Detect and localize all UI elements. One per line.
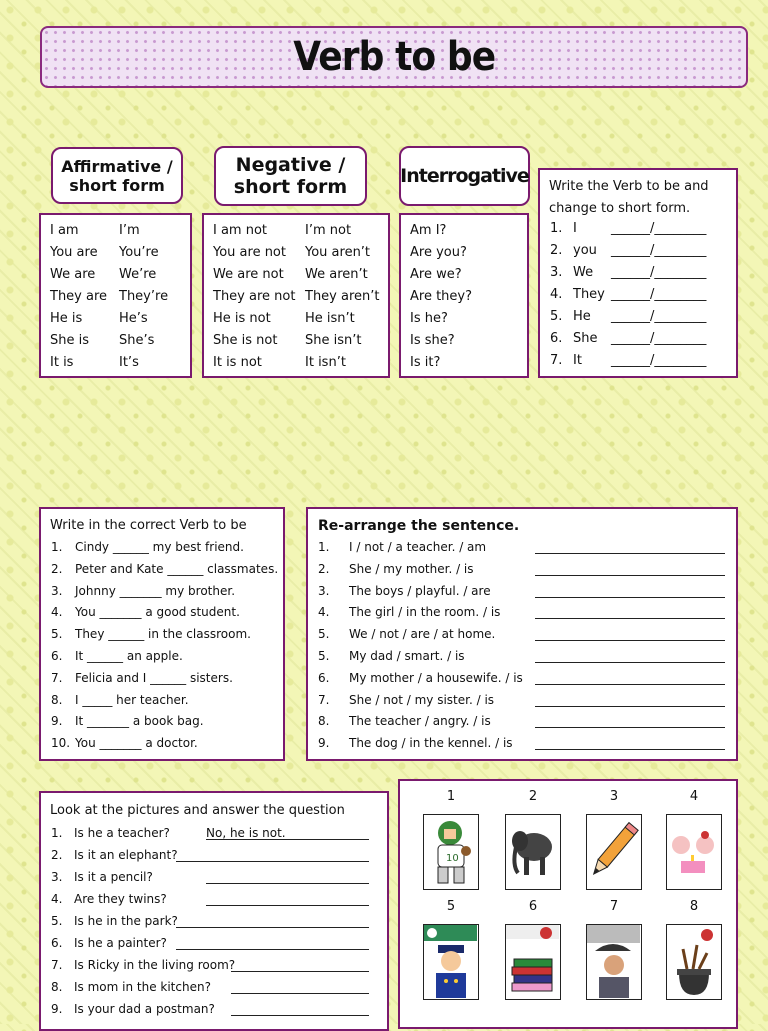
- verb-form: Is it?: [410, 355, 441, 370]
- table-row: [41, 355, 190, 375]
- verb-short-form: It’s: [119, 355, 139, 370]
- verb-long-form: He is not: [213, 311, 271, 326]
- verb-long-form: She is: [50, 333, 90, 348]
- item-number: 4.: [550, 287, 563, 302]
- item-number: 8.: [318, 714, 330, 729]
- item-number: 6.: [51, 649, 63, 663]
- item-text: The teacher / angry. / is: [349, 714, 491, 729]
- list-item: [308, 736, 733, 756]
- short-form-title: Write the Verb to be and change to short form.: [549, 179, 709, 216]
- item-blank: ______/________: [611, 287, 707, 302]
- picture-number: 5: [446, 899, 456, 914]
- twins-picture: [666, 814, 722, 890]
- verb-short-form: He’s: [119, 311, 148, 326]
- item-number: 9.: [318, 736, 330, 751]
- affirmative-heading: Affirmative / short form: [51, 147, 183, 204]
- pot-picture: [666, 924, 722, 1000]
- answer-line: [535, 650, 725, 663]
- item-number: 6.: [51, 936, 63, 950]
- list-item: [41, 605, 281, 625]
- item-blank: ______/________: [611, 243, 707, 258]
- rearrange-exercise: [306, 507, 738, 761]
- answer-line: [535, 585, 725, 598]
- table-row: [401, 311, 527, 331]
- picture-number: 3: [609, 789, 619, 804]
- rearrange-title: Re-arrange the sentence.: [318, 518, 520, 534]
- table-row: [41, 245, 190, 265]
- list-item: [41, 892, 386, 912]
- item-text: We / not / are / at home.: [349, 627, 496, 642]
- item-text: Peter and Kate ______ classmates.: [75, 561, 279, 576]
- item-number: 6.: [550, 331, 563, 346]
- police-officer-picture: [423, 924, 479, 1000]
- table-row: [41, 333, 190, 353]
- table-row: [401, 333, 527, 353]
- item-number: 2.: [318, 561, 330, 576]
- verb-long-form: He is: [50, 311, 83, 326]
- verb-long-form: They are: [50, 289, 108, 304]
- list-item: [41, 826, 386, 846]
- list-item: [41, 958, 386, 978]
- list-item: [540, 353, 730, 373]
- man-in-rain-picture: [586, 924, 642, 1000]
- table-row: [401, 245, 527, 265]
- question-text: Is it an elephant?: [74, 848, 178, 862]
- verb-short-form: You’re: [119, 245, 159, 260]
- correct-verb-exercise: [39, 507, 285, 761]
- verb-short-form: You aren’t: [305, 245, 371, 260]
- verb-long-form: I am: [50, 223, 79, 238]
- interrogative-heading: Interrogative: [399, 146, 530, 206]
- item-text: You _______ a doctor.: [75, 736, 198, 751]
- item-number: 9.: [51, 1002, 63, 1016]
- list-item: [540, 221, 730, 241]
- pencil-picture: [586, 814, 642, 890]
- table-row: [41, 267, 190, 287]
- list-item: [308, 714, 733, 734]
- short-form-exercise: [538, 168, 738, 378]
- verb-long-form: I am not: [213, 223, 268, 238]
- picture-number: 1: [446, 789, 456, 804]
- item-number: 3.: [318, 583, 330, 598]
- list-item: [540, 331, 730, 351]
- verb-long-form: They are not: [213, 289, 296, 304]
- verb-long-form: You are: [50, 245, 98, 260]
- answer-line: [206, 871, 369, 884]
- item-number: 7.: [318, 692, 330, 707]
- item-subject: He: [573, 309, 591, 324]
- verb-long-form: You are not: [213, 245, 286, 260]
- answer-line: [535, 737, 725, 750]
- svg-text:10: 10: [446, 853, 459, 864]
- affirmative-table: [39, 213, 192, 378]
- table-row: [204, 223, 388, 243]
- list-item: [41, 627, 281, 647]
- list-item: [41, 714, 281, 734]
- answer-line: [176, 915, 369, 928]
- question-text: Is your dad a postman?: [74, 1002, 215, 1016]
- item-subject: I: [573, 221, 577, 236]
- question-text: Is he in the park?: [74, 914, 178, 928]
- picture-number: 4: [689, 789, 699, 804]
- item-blank: ______/________: [611, 331, 707, 346]
- item-text: She / not / my sister. / is: [349, 692, 495, 707]
- item-number: 10.: [51, 736, 71, 751]
- item-number: 1.: [51, 826, 63, 840]
- item-subject: We: [573, 265, 594, 280]
- list-item: [540, 287, 730, 307]
- item-subject: They: [573, 287, 605, 302]
- item-number: 3.: [51, 583, 63, 598]
- table-row: [401, 289, 527, 309]
- item-number: 3.: [550, 265, 563, 280]
- verb-long-form: We are: [50, 267, 96, 282]
- item-number: 4.: [318, 605, 330, 620]
- table-row: [41, 223, 190, 243]
- item-number: 7.: [550, 353, 563, 368]
- verb-short-form: He isn’t: [305, 311, 355, 326]
- list-item: [41, 980, 386, 1000]
- item-number: 9.: [51, 714, 63, 729]
- picture-number: 7: [609, 899, 619, 914]
- item-number: 4.: [51, 892, 63, 906]
- verb-short-form: She’s: [119, 333, 155, 348]
- picture-questions-title: Look at the pictures and answer the question: [50, 803, 345, 818]
- list-item: [41, 562, 281, 582]
- item-number: 2.: [51, 848, 63, 862]
- picture-number: 2: [528, 789, 538, 804]
- negative-table: [202, 213, 390, 378]
- item-number: 1.: [550, 221, 563, 236]
- item-number: 3.: [51, 870, 63, 884]
- interrogative-table: [399, 213, 529, 378]
- list-item: [41, 649, 281, 669]
- correct-verb-title: Write in the correct Verb to be: [50, 518, 247, 533]
- answer-line: [535, 715, 725, 728]
- item-number: 8.: [51, 980, 63, 994]
- item-text: I / not / a teacher. / am: [349, 540, 487, 554]
- list-item: [41, 914, 386, 934]
- answer-text: No, he is not.: [206, 826, 286, 840]
- verb-long-form: It is not: [213, 355, 262, 370]
- item-text: I _____ her teacher.: [75, 692, 189, 707]
- verb-short-form: We’re: [119, 267, 157, 282]
- verb-form: Are they?: [410, 289, 473, 304]
- item-text: Cindy ______ my best friend.: [75, 540, 244, 554]
- answer-line: [231, 1003, 369, 1016]
- answer-line: [535, 672, 725, 685]
- item-subject: you: [573, 243, 597, 258]
- answer-line: [535, 606, 725, 619]
- negative-heading: Negative / short form: [214, 146, 367, 206]
- item-number: 6.: [318, 670, 330, 685]
- list-item: [540, 309, 730, 329]
- item-number: 5.: [550, 309, 563, 324]
- title-banner: [40, 26, 748, 88]
- verb-long-form: She is not: [213, 333, 278, 348]
- item-number: 7.: [51, 670, 63, 685]
- verb-short-form: They’re: [119, 289, 169, 304]
- item-blank: ______/________: [611, 309, 707, 324]
- question-text: Is he a painter?: [74, 936, 167, 950]
- answer-line: [176, 937, 369, 950]
- verb-form: Am I?: [410, 223, 447, 238]
- item-text: My mother / a housewife. / is: [349, 670, 523, 685]
- item-number: 7.: [51, 958, 63, 972]
- list-item: [41, 736, 281, 756]
- item-number: 8.: [51, 692, 63, 707]
- table-row: [204, 333, 388, 353]
- item-text: The girl / in the room. / is: [349, 605, 501, 620]
- answer-line: [206, 893, 369, 906]
- item-blank: ______/________: [611, 265, 707, 280]
- table-row: [41, 289, 190, 309]
- item-text: Felicia and I ______ sisters.: [75, 670, 233, 685]
- table-row: [401, 223, 527, 243]
- answer-line: [535, 694, 725, 707]
- answer-line: [535, 628, 725, 641]
- list-item: [41, 584, 281, 604]
- list-item: [41, 848, 386, 868]
- verb-short-form: She isn’t: [305, 333, 362, 348]
- list-item: [308, 605, 733, 625]
- answer-line: [176, 849, 369, 862]
- item-number: 2.: [51, 561, 63, 576]
- item-number: 5.: [318, 649, 330, 663]
- list-item: [41, 671, 281, 691]
- list-item: [308, 693, 733, 713]
- list-item: [308, 649, 733, 669]
- table-row: [204, 289, 388, 309]
- item-number: 1.: [51, 540, 63, 554]
- item-text: Johnny _______ my brother.: [75, 583, 236, 598]
- answer-line: [231, 981, 369, 994]
- table-row: [401, 267, 527, 287]
- question-text: Is mom in the kitchen?: [74, 980, 211, 994]
- list-item: [308, 540, 733, 560]
- books-picture: [505, 924, 561, 1000]
- item-text: She / my mother. / is: [349, 561, 474, 576]
- verb-short-form: They aren’t: [305, 289, 380, 304]
- list-item: [41, 936, 386, 956]
- list-item: [41, 870, 386, 890]
- verb-short-form: We aren’t: [305, 267, 368, 282]
- question-text: Is he a teacher?: [74, 826, 170, 840]
- item-text: The boys / playful. / are: [349, 583, 491, 598]
- picture-number: 8: [689, 899, 699, 914]
- picture-number: 6: [528, 899, 538, 914]
- verb-short-form: I’m: [119, 223, 140, 238]
- table-row: [401, 355, 527, 375]
- item-text: They ______ in the classroom.: [75, 627, 251, 642]
- elephant-picture: [505, 814, 561, 890]
- item-text: You _______ a good student.: [75, 605, 240, 620]
- answer-line: [231, 959, 369, 972]
- list-item: [308, 584, 733, 604]
- item-text: It ______ an apple.: [75, 649, 183, 663]
- question-text: Is it a pencil?: [74, 870, 153, 884]
- item-number: 5.: [51, 914, 63, 928]
- item-text: The dog / in the kennel. / is: [349, 736, 513, 751]
- list-item: [540, 243, 730, 263]
- question-text: Is Ricky in the living room?: [74, 958, 236, 972]
- verb-form: Is she?: [410, 333, 455, 348]
- picture-questions-exercise: [39, 791, 389, 1031]
- table-row: [204, 355, 388, 375]
- table-row: [204, 245, 388, 265]
- answer-line: [535, 541, 725, 554]
- item-subject: It: [573, 353, 582, 368]
- verb-long-form: We are not: [213, 267, 284, 282]
- item-text: It _______ a book bag.: [75, 714, 204, 729]
- verb-form: Are you?: [410, 245, 467, 260]
- verb-form: Are we?: [410, 267, 462, 282]
- answer-line: [535, 563, 725, 576]
- item-number: 1.: [318, 540, 330, 554]
- verb-short-form: I’m not: [305, 223, 352, 238]
- football-player-picture: [423, 814, 479, 890]
- question-text: Are they twins?: [74, 892, 167, 906]
- list-item: [308, 562, 733, 582]
- list-item: [540, 265, 730, 285]
- table-row: [41, 311, 190, 331]
- list-item: [41, 693, 281, 713]
- item-number: 4.: [51, 605, 63, 620]
- pictures-panel: [398, 779, 738, 1029]
- list-item: [308, 627, 733, 647]
- item-number: 2.: [550, 243, 563, 258]
- table-row: [204, 267, 388, 287]
- item-number: 5.: [318, 627, 330, 642]
- item-text: My dad / smart. / is: [349, 649, 465, 663]
- list-item: [41, 540, 281, 560]
- verb-long-form: It is: [50, 355, 74, 370]
- item-blank: ______/________: [611, 221, 707, 236]
- item-blank: ______/________: [611, 353, 707, 368]
- page-title: Verb to be: [292, 34, 496, 80]
- item-subject: She: [573, 331, 598, 346]
- list-item: [308, 671, 733, 691]
- table-row: [204, 311, 388, 331]
- item-number: 5.: [51, 627, 63, 642]
- verb-form: Is he?: [410, 311, 448, 326]
- verb-short-form: It isn’t: [305, 355, 346, 370]
- list-item: [41, 1002, 386, 1022]
